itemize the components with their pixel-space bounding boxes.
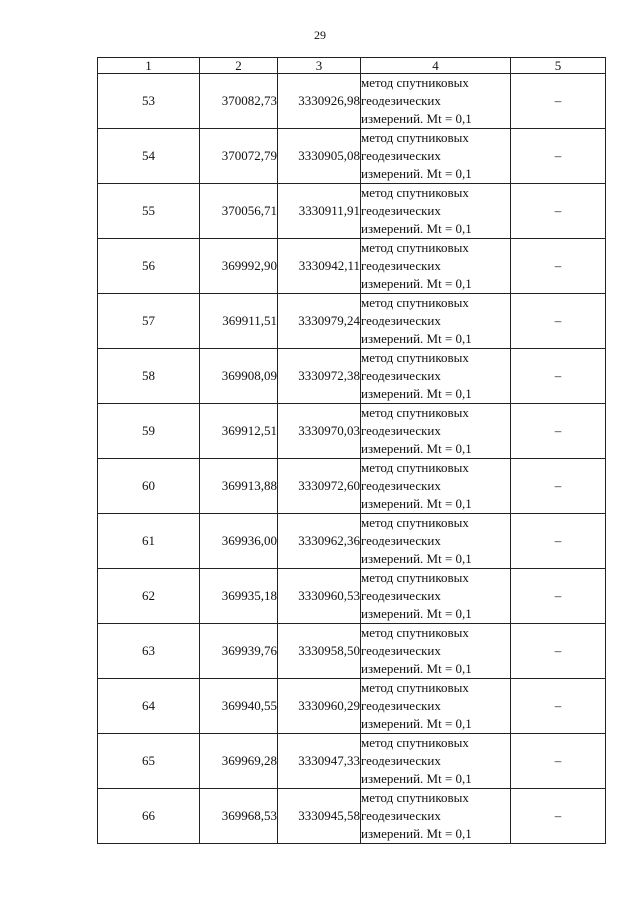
coord-y: 3330911,91 [278,184,361,239]
coord-x: 369913,88 [200,459,278,514]
coord-x: 369940,55 [200,679,278,734]
table-row [98,734,606,789]
coord-y: 3330972,60 [278,459,361,514]
note-dash: – [511,349,606,404]
method-line: геодезических [361,753,441,768]
method-line: измерений. Mt = 0,1 [361,111,472,126]
note-dash: – [511,74,606,129]
point-number: 54 [98,129,200,184]
point-number: 62 [98,569,200,624]
table-row [98,184,606,239]
method-line: геодезических [361,258,441,273]
method-line: геодезических [361,203,441,218]
coord-y: 3330970,03 [278,404,361,459]
method-line: метод спутниковых [361,625,469,640]
method-line: метод спутниковых [361,75,469,90]
point-number: 66 [98,789,200,844]
header-col-3: 3 [278,58,361,74]
table-row [98,569,606,624]
header-col-2: 2 [200,58,278,74]
method-description [361,349,511,404]
coord-y: 3330926,98 [278,74,361,129]
method-line: геодезических [361,478,441,493]
method-description [361,74,511,129]
method-description [361,459,511,514]
note-dash: – [511,294,606,349]
method-line: геодезических [361,808,441,823]
point-number: 61 [98,514,200,569]
method-line: метод спутниковых [361,515,469,530]
table-row [98,679,606,734]
point-number: 56 [98,239,200,294]
method-line: измерений. Mt = 0,1 [361,166,472,181]
table-row [98,74,606,129]
coord-y: 3330979,24 [278,294,361,349]
method-description [361,184,511,239]
header-col-1: 1 [98,58,200,74]
note-dash: – [511,514,606,569]
method-line: метод спутниковых [361,350,469,365]
coord-x: 369939,76 [200,624,278,679]
table-row [98,404,606,459]
note-dash: – [511,789,606,844]
method-line: измерений. Mt = 0,1 [361,276,472,291]
method-description [361,789,511,844]
table-row [98,349,606,404]
coord-y: 3330942,11 [278,239,361,294]
method-line: метод спутниковых [361,460,469,475]
method-line: измерений. Mt = 0,1 [361,606,472,621]
note-dash: – [511,184,606,239]
method-line: метод спутниковых [361,185,469,200]
note-dash: – [511,404,606,459]
coord-y: 3330945,58 [278,789,361,844]
method-line: измерений. Mt = 0,1 [361,716,472,731]
method-line: метод спутниковых [361,790,469,805]
method-line: измерений. Mt = 0,1 [361,331,472,346]
method-line: измерений. Mt = 0,1 [361,826,472,841]
method-line: метод спутниковых [361,680,469,695]
coord-x: 370072,79 [200,129,278,184]
coord-x: 370056,71 [200,184,278,239]
method-line: метод спутниковых [361,240,469,255]
coord-x: 370082,73 [200,74,278,129]
method-description [361,239,511,294]
method-line: измерений. Mt = 0,1 [361,221,472,236]
point-number: 58 [98,349,200,404]
method-line: метод спутниковых [361,405,469,420]
method-description [361,404,511,459]
table-row [98,239,606,294]
coord-x: 369969,28 [200,734,278,789]
point-number: 57 [98,294,200,349]
point-number: 63 [98,624,200,679]
method-line: измерений. Mt = 0,1 [361,441,472,456]
point-number: 60 [98,459,200,514]
table-row [98,294,606,349]
point-number: 55 [98,184,200,239]
table-row [98,459,606,514]
coord-x: 369908,09 [200,349,278,404]
coord-x: 369912,51 [200,404,278,459]
coord-y: 3330960,29 [278,679,361,734]
point-number: 65 [98,734,200,789]
method-line: геодезических [361,313,441,328]
coord-x: 369935,18 [200,569,278,624]
point-number: 64 [98,679,200,734]
coordinates-table [97,57,606,844]
method-description [361,679,511,734]
method-line: измерений. Mt = 0,1 [361,771,472,786]
method-line: измерений. Mt = 0,1 [361,661,472,676]
coord-x: 369992,90 [200,239,278,294]
table-header-row [98,58,606,74]
coord-y: 3330960,53 [278,569,361,624]
method-line: геодезических [361,533,441,548]
coord-x: 369911,51 [200,294,278,349]
method-description [361,734,511,789]
note-dash: – [511,679,606,734]
page-number: 29 [314,28,326,42]
coord-y: 3330958,50 [278,624,361,679]
coord-x: 369936,00 [200,514,278,569]
table-row [98,129,606,184]
table-row [98,789,606,844]
method-line: геодезических [361,148,441,163]
method-line: геодезических [361,423,441,438]
method-line: геодезических [361,588,441,603]
method-description [361,569,511,624]
method-line: измерений. Mt = 0,1 [361,386,472,401]
note-dash: – [511,239,606,294]
method-description [361,514,511,569]
method-line: метод спутниковых [361,570,469,585]
method-line: метод спутниковых [361,295,469,310]
method-description [361,624,511,679]
table-row [98,624,606,679]
note-dash: – [511,734,606,789]
point-number: 59 [98,404,200,459]
coord-y: 3330905,08 [278,129,361,184]
coord-y: 3330947,33 [278,734,361,789]
method-line: метод спутниковых [361,130,469,145]
method-line: измерений. Mt = 0,1 [361,496,472,511]
coord-y: 3330962,36 [278,514,361,569]
coord-y: 3330972,38 [278,349,361,404]
table-row [98,514,606,569]
method-description [361,294,511,349]
header-col-4: 4 [361,58,511,74]
method-description [361,129,511,184]
table-body [98,74,606,844]
method-line: геодезических [361,93,441,108]
note-dash: – [511,569,606,624]
method-line: геодезических [361,368,441,383]
note-dash: – [511,624,606,679]
method-line: измерений. Mt = 0,1 [361,551,472,566]
method-line: геодезических [361,643,441,658]
coord-x: 369968,53 [200,789,278,844]
header-col-5: 5 [511,58,606,74]
method-line: геодезических [361,698,441,713]
note-dash: – [511,459,606,514]
point-number: 53 [98,74,200,129]
note-dash: – [511,129,606,184]
method-line: метод спутниковых [361,735,469,750]
